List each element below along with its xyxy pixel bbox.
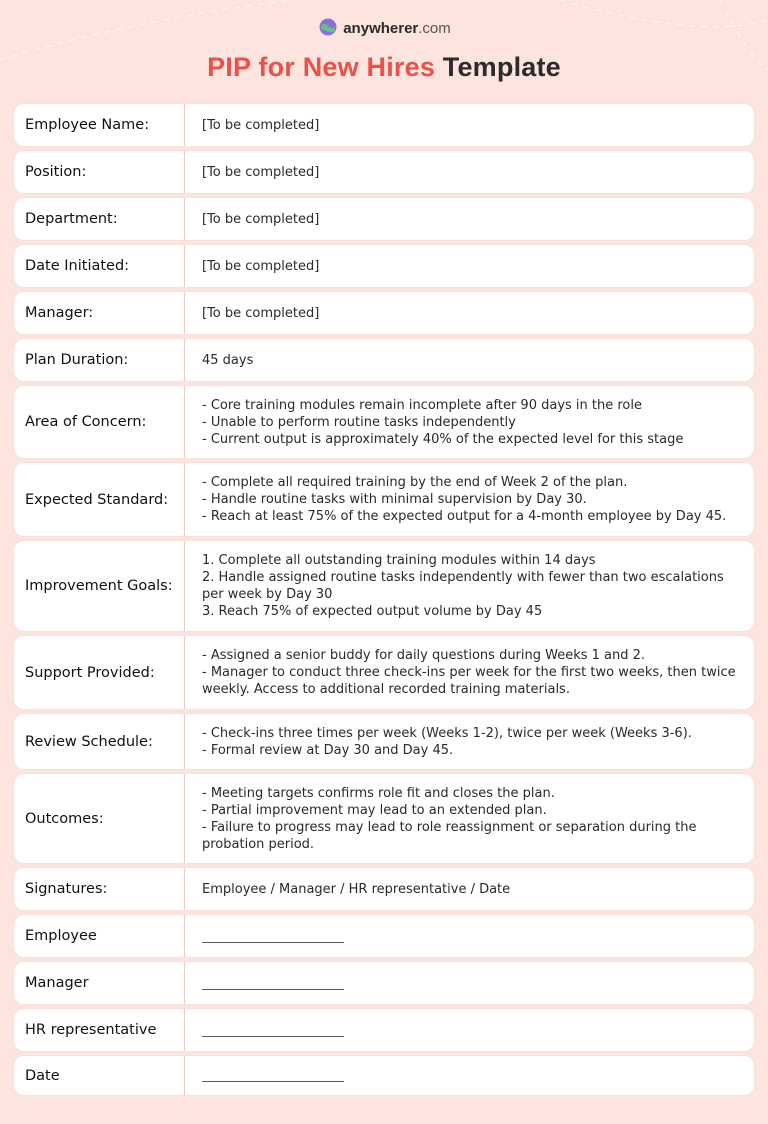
field-label: Employee Name: — [14, 104, 185, 146]
value-line: [To be completed] — [202, 211, 320, 227]
value-line: - Assigned a senior buddy for daily questions during Weeks 1 and 2. — [202, 648, 646, 663]
value-line: 2. Handle assigned routine tasks independently with fewer than two escalations per week by Day 30 — [202, 570, 724, 602]
value-lines — [202, 397, 683, 448]
row-outcomes — [14, 774, 754, 863]
value-line: - Manager to conduct three check-ins per week for the first two weeks, then twice weekly. Access to additional recorded training materials. — [202, 665, 736, 697]
value-line: - Partial improvement may lead to an extended plan. — [202, 802, 547, 818]
field-value — [185, 292, 754, 334]
row-position — [14, 151, 754, 193]
field-label: Employee — [14, 915, 185, 957]
value-lines — [202, 552, 740, 620]
value-lines — [202, 305, 319, 322]
value-line: [To be completed] — [202, 117, 320, 133]
field-label: Signatures: — [14, 868, 185, 910]
field-value — [185, 151, 754, 193]
value-lines — [202, 474, 726, 525]
value-line: - Current output is approximately 40% of the expected level for this stage — [202, 431, 684, 447]
field-value — [185, 245, 754, 287]
value-lines — [202, 117, 319, 134]
value-lines — [202, 352, 253, 369]
value-line: Employee / Manager / HR representative / Date — [202, 881, 511, 897]
value-line: - Complete all required training by the end of Week 2 of the plan. — [202, 475, 628, 490]
value-line: [To be completed] — [202, 164, 320, 180]
value-lines — [202, 881, 510, 898]
row-improvement-goals — [14, 541, 754, 631]
field-label: HR representative — [14, 1009, 185, 1051]
value-line: 45 days — [202, 352, 254, 368]
value-lines — [202, 211, 319, 228]
field-label: Area of Concern: — [14, 386, 185, 458]
brand-name: anywherer — [343, 19, 419, 37]
field-value[interactable] — [185, 915, 754, 957]
field-label: Manager: — [14, 292, 185, 334]
value-line: 3. Reach 75% of expected output volume by Day 45 — [202, 604, 543, 619]
row-hr-representative-signature — [14, 1009, 754, 1051]
value-line: [To be completed] — [202, 258, 320, 274]
field-value — [185, 104, 754, 146]
field-value — [185, 339, 754, 381]
field-label: Department: — [14, 198, 185, 240]
field-value — [185, 868, 754, 910]
page-title — [0, 52, 768, 83]
signature-line[interactable] — [202, 932, 344, 943]
row-manager-signature — [14, 962, 754, 1004]
title-accent: PIP for New Hires — [207, 52, 436, 82]
row-date-initiated — [14, 245, 754, 287]
row-support-provided — [14, 636, 754, 709]
row-department — [14, 198, 754, 240]
value-line: - Reach at least 75% of the expected output for a 4-month employee by Day 45. — [202, 509, 727, 524]
title-rest: Template — [442, 52, 561, 82]
value-lines — [202, 164, 319, 181]
globe-pin-icon — [317, 17, 339, 39]
field-value[interactable] — [185, 962, 754, 1004]
value-line: - Failure to progress may lead to role reassignment or separation during the probation period. — [202, 819, 697, 852]
row-date-signature — [14, 1056, 754, 1095]
field-label: Manager — [14, 962, 185, 1004]
value-line: [To be completed] — [202, 305, 320, 321]
field-label: Plan Duration: — [14, 339, 185, 381]
row-employee-signature — [14, 915, 754, 957]
field-label: Position: — [14, 151, 185, 193]
field-label: Outcomes: — [14, 774, 185, 863]
field-value — [185, 541, 754, 631]
field-label: Improvement Goals: — [14, 541, 185, 631]
value-line: - Formal review at Day 30 and Day 45. — [202, 742, 454, 758]
row-manager — [14, 292, 754, 334]
field-value[interactable] — [185, 1056, 754, 1095]
row-employee-name — [14, 104, 754, 146]
value-lines — [202, 725, 692, 759]
field-value — [185, 714, 754, 769]
value-line: 1. Complete all outstanding training modules within 14 days — [202, 553, 596, 568]
field-value — [185, 198, 754, 240]
value-line: - Check-ins three times per week (Weeks 1-2), twice per week (Weeks 3-6). — [202, 725, 692, 741]
value-lines — [202, 647, 740, 698]
brand-domain: .com — [418, 19, 451, 37]
value-line: - Core training modules remain incomplete after 90 days in the role — [202, 397, 642, 413]
value-line: - Handle routine tasks with minimal supervision by Day 30. — [202, 492, 587, 507]
value-line: - Unable to perform routine tasks independently — [202, 414, 516, 430]
value-lines — [202, 785, 740, 853]
field-value — [185, 463, 754, 536]
brand-text — [343, 20, 451, 37]
value-line: - Meeting targets confirms role fit and closes the plan. — [202, 785, 555, 801]
field-value — [185, 636, 754, 709]
field-value — [185, 774, 754, 863]
value-lines — [202, 258, 319, 275]
field-label: Expected Standard: — [14, 463, 185, 536]
field-label: Review Schedule: — [14, 714, 185, 769]
signature-line[interactable] — [202, 1026, 344, 1037]
row-signatures — [14, 868, 754, 910]
field-value — [185, 386, 754, 458]
field-label: Date — [14, 1056, 185, 1095]
signature-line[interactable] — [202, 979, 344, 990]
row-plan-duration — [14, 339, 754, 381]
signature-line[interactable] — [202, 1071, 344, 1082]
field-value[interactable] — [185, 1009, 754, 1051]
row-expected-standard — [14, 463, 754, 536]
row-area-of-concern — [14, 386, 754, 458]
form-table — [14, 104, 754, 1095]
brand-logo — [0, 16, 768, 40]
row-review-schedule — [14, 714, 754, 769]
field-label: Date Initiated: — [14, 245, 185, 287]
field-label: Support Provided: — [14, 636, 185, 709]
